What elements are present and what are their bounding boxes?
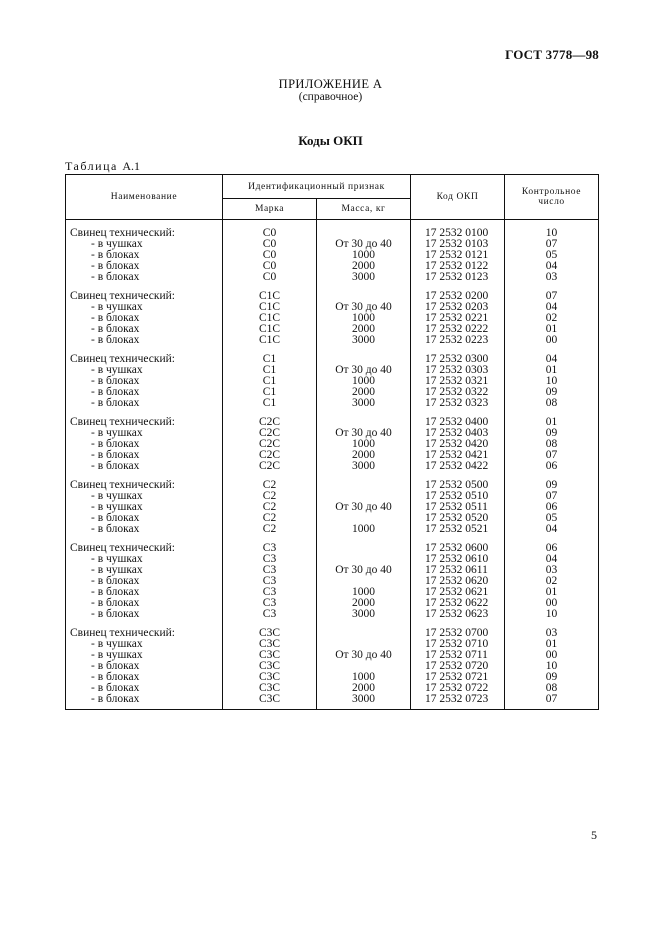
cell-name: - в блоках [66,524,223,535]
cell-okp: 17 2532 0121 [411,250,505,261]
table-row [66,661,599,672]
cell-mark: С3С [223,639,317,650]
table-row [66,450,599,461]
cell-okp: 17 2532 0322 [411,387,505,398]
cell-name: - в блоках [66,587,223,598]
cell-mark: С1С [223,302,317,313]
cell-control: 09 [505,472,599,491]
cell-mark: С3 [223,598,317,609]
cell-control: 08 [505,398,599,409]
cell-okp: 17 2532 0723 [411,694,505,710]
cell-mass: От 30 до 40 [317,565,411,576]
cell-name: Свинец технический: [66,346,223,365]
appendix-subtitle: (справочное) [298,91,363,103]
cell-mark: С3 [223,609,317,620]
okp-codes-table [65,174,599,710]
cell-mass: 1000 [317,587,411,598]
cell-control: 05 [505,513,599,524]
cell-mark: С0 [223,250,317,261]
cell-mark: С3С [223,661,317,672]
table-row [66,261,599,272]
cell-okp: 17 2532 0123 [411,272,505,283]
cell-control: 10 [505,376,599,387]
cell-mass: 1000 [317,376,411,387]
cell-okp: 17 2532 0711 [411,650,505,661]
cell-control: 01 [505,409,599,428]
cell-control: 04 [505,346,599,365]
table-row [66,683,599,694]
cell-okp: 17 2532 0422 [411,461,505,472]
cell-mark: С1С [223,324,317,335]
cell-okp: 17 2532 0521 [411,524,505,535]
standard-designation: ГОСТ 3778—98 [505,47,599,62]
header-mass: Масса, кг [317,199,411,220]
cell-control: 06 [505,502,599,513]
cell-mass: От 30 до 40 [317,365,411,376]
cell-name: - в чушках [66,239,223,250]
table-row [66,428,599,439]
cell-mark: С2 [223,513,317,524]
cell-name: Свинец технический: [66,620,223,639]
cell-mass: 2000 [317,598,411,609]
cell-mark: С3 [223,565,317,576]
cell-mark: С2С [223,461,317,472]
table-row [66,376,599,387]
cell-mark: С3 [223,535,317,554]
cell-okp: 17 2532 0403 [411,428,505,439]
cell-name: Свинец технический: [66,472,223,491]
table-row [66,335,599,346]
cell-mass: 2000 [317,387,411,398]
cell-mark: С1 [223,376,317,387]
cell-name: - в чушках [66,502,223,513]
cell-mass: 1000 [317,524,411,535]
cell-control: 07 [505,283,599,302]
table-caption-label: Таблица [65,159,118,173]
cell-control: 02 [505,576,599,587]
cell-mass: 1000 [317,672,411,683]
cell-mass: 1000 [317,439,411,450]
cell-name: - в блоках [66,272,223,283]
cell-mark: С3С [223,672,317,683]
cell-control: 09 [505,672,599,683]
cell-okp: 17 2532 0300 [411,346,505,365]
table-row [66,439,599,450]
table-row [66,565,599,576]
cell-okp: 17 2532 0621 [411,587,505,598]
cell-okp: 17 2532 0511 [411,502,505,513]
cell-name: - в чушках [66,428,223,439]
cell-mark: С2С [223,428,317,439]
cell-okp: 17 2532 0323 [411,398,505,409]
cell-mass [317,346,411,365]
cell-okp: 17 2532 0203 [411,302,505,313]
cell-mark: С3 [223,576,317,587]
cell-mark: С3С [223,694,317,710]
cell-name: - в блоках [66,324,223,335]
cell-mass: 3000 [317,609,411,620]
cell-control: 10 [505,609,599,620]
appendix-heading [0,78,661,104]
cell-name: - в блоках [66,461,223,472]
page-number: 5 [591,828,597,842]
cell-okp: 17 2532 0421 [411,450,505,461]
cell-control: 03 [505,565,599,576]
cell-name: - в блоках [66,250,223,261]
cell-okp: 17 2532 0223 [411,335,505,346]
cell-okp: 17 2532 0722 [411,683,505,694]
cell-mark: С1С [223,335,317,346]
table-row [66,346,599,365]
cell-mass: 1000 [317,313,411,324]
header-control: Контрольное число [505,175,599,220]
table-row [66,650,599,661]
table-row [66,554,599,565]
table-row [66,324,599,335]
cell-mass: От 30 до 40 [317,502,411,513]
cell-okp: 17 2532 0510 [411,491,505,502]
table-row [66,313,599,324]
cell-control: 09 [505,387,599,398]
cell-okp: 17 2532 0100 [411,220,505,240]
cell-mass: 3000 [317,461,411,472]
cell-mass [317,409,411,428]
cell-name: - в блоках [66,398,223,409]
table-row [66,302,599,313]
cell-control: 09 [505,428,599,439]
cell-mark: С2С [223,409,317,428]
cell-mass [317,220,411,240]
table-row [66,398,599,409]
table-row [66,491,599,502]
cell-okp: 17 2532 0321 [411,376,505,387]
cell-control: 04 [505,524,599,535]
cell-mark: С0 [223,220,317,240]
header-okp: Код ОКП [411,175,505,220]
cell-okp: 17 2532 0600 [411,535,505,554]
cell-name: Свинец технический: [66,535,223,554]
cell-name: - в блоках [66,694,223,710]
appendix-title: ПРИЛОЖЕНИЕ А [278,77,383,91]
table-row [66,461,599,472]
cell-name: - в чушках [66,302,223,313]
table-row [66,283,599,302]
cell-mass: 3000 [317,272,411,283]
table-caption [65,159,140,174]
table-row [66,387,599,398]
cell-okp: 17 2532 0122 [411,261,505,272]
table-row [66,502,599,513]
cell-mass: От 30 до 40 [317,239,411,250]
cell-control: 01 [505,324,599,335]
cell-name: - в блоках [66,261,223,272]
cell-mass [317,283,411,302]
cell-name: - в блоках [66,598,223,609]
cell-mass: 3000 [317,694,411,710]
table-row [66,609,599,620]
cell-control: 07 [505,694,599,710]
cell-name: - в блоках [66,335,223,346]
cell-mass [317,472,411,491]
cell-mass [317,535,411,554]
cell-control: 10 [505,661,599,672]
cell-okp: 17 2532 0500 [411,472,505,491]
cell-name: Свинец технический: [66,220,223,240]
cell-okp: 17 2532 0611 [411,565,505,576]
cell-control: 07 [505,450,599,461]
table-row [66,576,599,587]
table-row [66,598,599,609]
table-row [66,409,599,428]
cell-mark: С3С [223,650,317,661]
cell-okp: 17 2532 0720 [411,661,505,672]
table-row [66,639,599,650]
cell-control: 08 [505,439,599,450]
cell-okp: 17 2532 0222 [411,324,505,335]
cell-control: 00 [505,335,599,346]
cell-mark: С2С [223,439,317,450]
cell-mass: 2000 [317,450,411,461]
cell-control: 04 [505,302,599,313]
cell-mark: С0 [223,272,317,283]
cell-control: 02 [505,313,599,324]
cell-okp: 17 2532 0620 [411,576,505,587]
table-row [66,365,599,376]
cell-mass: От 30 до 40 [317,428,411,439]
cell-mass: 2000 [317,324,411,335]
cell-control: 04 [505,554,599,565]
table-row [66,472,599,491]
header-ident: Идентификационный признак [223,175,411,199]
cell-control: 08 [505,683,599,694]
cell-okp: 17 2532 0700 [411,620,505,639]
cell-control: 06 [505,461,599,472]
table-row [66,524,599,535]
cell-name: - в блоках [66,387,223,398]
cell-okp: 17 2532 0200 [411,283,505,302]
cell-mass: 3000 [317,398,411,409]
cell-mass: От 30 до 40 [317,302,411,313]
cell-okp: 17 2532 0303 [411,365,505,376]
cell-mass: От 30 до 40 [317,650,411,661]
cell-control: 04 [505,261,599,272]
cell-name: - в блоках [66,376,223,387]
cell-name: - в чушках [66,565,223,576]
cell-control: 07 [505,239,599,250]
cell-mark: С3С [223,683,317,694]
header-mark: Марка [223,199,317,220]
table-row [66,250,599,261]
cell-control: 01 [505,587,599,598]
cell-control: 01 [505,365,599,376]
cell-okp: 17 2532 0623 [411,609,505,620]
table-row [66,513,599,524]
cell-okp: 17 2532 0610 [411,554,505,565]
cell-mark: С1С [223,283,317,302]
cell-name: - в чушках [66,491,223,502]
table-body [66,220,599,710]
cell-mark: С2 [223,524,317,535]
cell-mass: 2000 [317,683,411,694]
header-name: Наименование [66,175,223,220]
table-row [66,587,599,598]
cell-mark: С1С [223,313,317,324]
cell-control: 06 [505,535,599,554]
cell-mark: С1 [223,346,317,365]
cell-name: - в блоках [66,513,223,524]
cell-mark: С3 [223,587,317,598]
cell-name: Свинец технический: [66,409,223,428]
table-row [66,694,599,710]
cell-okp: 17 2532 0400 [411,409,505,428]
cell-name: - в блоках [66,683,223,694]
cell-name: - в чушках [66,554,223,565]
cell-name: - в блоках [66,672,223,683]
cell-name: - в блоках [66,439,223,450]
cell-mark: С2 [223,472,317,491]
cell-name: - в чушках [66,365,223,376]
table-caption-number: А.1 [122,159,140,173]
cell-mark: С1 [223,365,317,376]
table-row [66,535,599,554]
cell-control: 00 [505,598,599,609]
table-row [66,620,599,639]
cell-okp: 17 2532 0420 [411,439,505,450]
cell-name: - в блоках [66,576,223,587]
cell-name: - в чушках [66,639,223,650]
cell-name: - в чушках [66,650,223,661]
cell-mass: 2000 [317,261,411,272]
cell-mass: 1000 [317,250,411,261]
cell-mark: С1 [223,387,317,398]
cell-control: 05 [505,250,599,261]
cell-control: 00 [505,650,599,661]
cell-okp: 17 2532 0721 [411,672,505,683]
cell-mark: С1 [223,398,317,409]
cell-okp: 17 2532 0103 [411,239,505,250]
cell-mark: С0 [223,239,317,250]
table-row [66,672,599,683]
cell-mass [317,620,411,639]
cell-mark: С2С [223,450,317,461]
cell-name: - в блоках [66,661,223,672]
cell-control: 01 [505,639,599,650]
cell-okp: 17 2532 0622 [411,598,505,609]
cell-okp: 17 2532 0221 [411,313,505,324]
cell-control: 03 [505,272,599,283]
cell-mark: С2 [223,491,317,502]
cell-mark: С0 [223,261,317,272]
cell-control: 10 [505,220,599,240]
cell-mark: С3С [223,620,317,639]
cell-mass: 3000 [317,335,411,346]
cell-mark: С3 [223,554,317,565]
cell-control: 03 [505,620,599,639]
cell-control: 07 [505,491,599,502]
cell-name: Свинец технический: [66,283,223,302]
table-row [66,239,599,250]
cell-okp: 17 2532 0520 [411,513,505,524]
table-row [66,220,599,240]
cell-okp: 17 2532 0710 [411,639,505,650]
document-title: Коды ОКП [298,133,363,148]
table-row [66,272,599,283]
cell-name: - в блоках [66,609,223,620]
cell-name: - в блоках [66,450,223,461]
cell-mark: С2 [223,502,317,513]
cell-name: - в блоках [66,313,223,324]
